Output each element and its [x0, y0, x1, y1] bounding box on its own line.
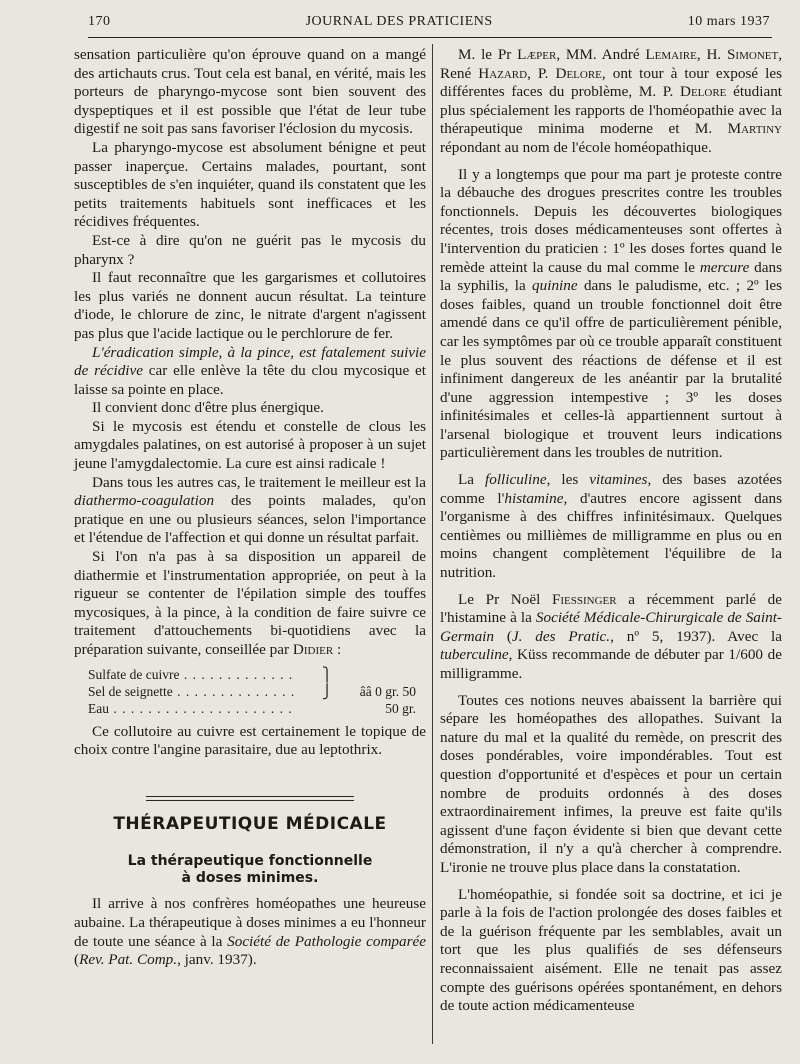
emphasis-text: Société Médicale-Chirurgicale de Saint-Germain [440, 609, 782, 645]
emphasis-text: Société de Pathologie comparée [227, 932, 426, 950]
header-rule [88, 37, 772, 38]
emphasis-text: L'éradication simple, à la pince, est fatalement suivie de récidive [74, 343, 426, 380]
page-number: 170 [88, 14, 111, 29]
emphasis-text: histamine [504, 489, 564, 507]
paragraph: Il convient donc d'être plus énergique. [92, 399, 324, 417]
formula-row: Sulfate de cuivre . . . ⎫ [88, 666, 426, 683]
emphasis-text: J. des Pratic. [511, 627, 611, 645]
article-title: La thérapeutique fonctionnelle à doses minimes. [127, 853, 373, 887]
formula-ingredient: Sulfate de cuivre . . . [88, 666, 298, 683]
section-rule [146, 796, 354, 801]
author-name: Delore [555, 64, 602, 82]
author-name: Fiessinger [551, 590, 617, 608]
emphasis-text: mercure [699, 258, 750, 276]
author-name: Martiny [727, 120, 782, 138]
emphasis-text: quinine [532, 277, 578, 295]
formula-quantity: ââ 0 gr. 50 [359, 683, 416, 699]
paragraph: Le Pr Noël Fiessinger a récemment parlé de l'histamine à la Société Médicale-Chirurgicale de Saint-Germain (J. des Pratic., nº 5, 1937). Avec la tuberculine, Küss recommande de débuter par 1/600 de milligramme. [440, 590, 783, 682]
paragraph: L'homéopathie, si fondée soit sa doctrine, et ici je parle à la fois de l'action prolongée des doses faibles et de la guérison fréquente par les semblables, avait un tort que les plus qualifiés de ses défenseurs reconnaissaient aisément. Elle ne tenait pas assez compte des guérisons opérées spontanément, en dehors de toute action médicamenteuse [440, 885, 782, 1015]
right-column [440, 46, 782, 1016]
author-name: Hazard [478, 64, 528, 82]
paragraph: Dans tous les autres cas, le traitement le meilleur est la diathermo-coagulation des points malades, qu'on pratique en une ou plusieurs séances, selon l'importance et l'étendue de l'affection et qui donne un résultat parfait. [74, 473, 426, 547]
formula-row [88, 700, 426, 717]
left-column [74, 46, 426, 970]
author-name: Lemaire [645, 46, 697, 63]
paragraph: Ce collutoire au cuivre est certainement le topique de choix contre l'angine parasitaire, due au leptothrix. [74, 722, 426, 759]
issue-date: 10 mars 1937 [687, 14, 770, 29]
formula-quantity: 50 gr. [385, 700, 416, 716]
emphasis-text: tuberculine [440, 646, 509, 664]
journal-title: JOURNAL DES PRATICIENS [305, 14, 493, 29]
paragraph: Est-ce à dire qu'on ne guérit pas le mycosis du pharynx ? [74, 231, 426, 268]
running-header [88, 14, 770, 36]
section-title: THÉRAPEUTIQUE MÉDICALE [113, 813, 387, 834]
paragraph: Si le mycosis est étendu et constelle de clous les amygdales palatines, on est autorisé à proposer à un sujet jeune l'amygdalectomie. La cure est ainsi radicale ! [74, 417, 426, 473]
emphasis-text: Rev. Pat. Comp. [79, 951, 178, 969]
author-name: Delore [680, 83, 727, 101]
paragraph: Si l'on n'a pas à sa disposition un appareil de diathermie et l'instrumentation appropriée, on peut à la rigueur se contenter de l'épilation simple des touffes mycosiques, à la pince, à la condition de faire suivre ce traitement d'attouchements bi-quotidiens avec la préparation suivante, conseillée par Didier : [74, 548, 426, 658]
author-name: Læper [517, 46, 557, 63]
formula-row: Sel de seignette . . . ⎭ ââ 0 gr. 50 [88, 683, 426, 700]
paragraph: La folliculine, les vitamines, des bases azotées comme l'histamine, d'autres encore agissent dans l'organisme à des chiffres infinitésimaux. Quelques centièmes ou millièmes de milligramme en plus ou en moins changent complètement l'équilibre de la nutrition. [440, 471, 782, 582]
emphasis-text: folliculine [485, 471, 547, 489]
prescription-formula [88, 666, 426, 717]
author-name: Didier [292, 641, 334, 658]
emphasis-text: vitamines [589, 471, 648, 489]
emphasis-text: diathermo-coagulation [74, 492, 215, 510]
formula-ingredient: Sel de seignette . . . [88, 683, 298, 700]
paragraph: L'éradication simple, à la pince, est fatalement suivie de récidive car elle enlève la tête du clou mycosique et laisse sa pointe en place. [74, 343, 426, 398]
author-name: Simonet [726, 46, 779, 63]
column-divider [432, 44, 433, 1044]
paragraph: Toutes ces notions neuves abaissent la barrière qui sépare les homéopathes des allopathes. Suivant la nature du mal et la qualité du remède, on prescrit des doses pondérables, voire impondérables. Tout est question d'opportunité et d'espèces et pour un certain nombre de produits ordonnés à des doses extraordinairement infimes, la preuve est faite qu'ils agissent d'une façon évidente si bien que devant cette démonstration, il n'y a qu'à chercher à comprendre. L'ironie ne trouve plus place dans la constatation. [440, 691, 782, 876]
paragraph: M. le Pr Læper, MM. André Lemaire, H. Simonet, René Hazard, P. Delore, ont tour à tour exposé les différentes faces du problème, M. P. Delore étudiant plus spécialement les rapports de l'homéopathie avec la thérapeutique minima moderne et M. Martiny répondant au nom de l'école homéopathique. [440, 46, 783, 156]
formula-ingredient: Eau . . . [88, 700, 298, 717]
paragraph: Il y a longtemps que pour ma part je proteste contre la débauche des drogues prescrites contre les troubles fonctionnels. Depuis les découvertes biologiques récentes, trois doses médicamenteuses sont offertes à l'intervention du praticien : 1º les doses fortes quand le remède atteint la cause du mal comme le mercure dans la syphilis, la quinine dans le paludisme, etc. ; 2º les doses faibles, quand un trouble fonctionnel doit être amendé dans ce qu'il offre de particulièrement pénible, car les symptômes par où ce trouble apparaît constituent le plus souvent des réactions de défense et il est infiniment dangereux de les anéantir par la brutalité d'une aggression intempestive ; 3º les doses infinitésimales et celles-là appartiennent surtout à l'arsenal biologique et trouvent leurs indications particulièrement dans les troubles de nutrition. [440, 165, 783, 462]
paragraph: La pharyngo-mycose est absolument bénigne et peut passer inaperçue. Certains malades, pourtant, sont susceptibles de s'en inquiéter, quand ils constatent que les petits traitements habituels sont inefficaces et les récidives fréquentes. [74, 138, 426, 231]
paragraph: Il faut reconnaître que les gargarismes et collutoires les plus variés ne donnent aucun résultat. La teinture d'iode, le chlorure de zinc, le nitrate d'argent n'agissent pas plus que l'acide lactique ou le perchlorure de fer. [74, 269, 426, 342]
paragraph: sensation particulière qu'on éprouve quand on a mangé des artichauts crus. Tout cela est banal, en vérité, mais les porteurs de pharyngo-mycose sont bien souvent des dyspeptiques et il est possible que l'état de leur tube digestif ne soit pas sans favoriser l'éclosion du mycosis. [74, 46, 426, 138]
paragraph: Il arrive à nos confrères homéopathes une heureuse aubaine. La thérapeutique à doses minimes a eu l'honneur de toute une séance à la Société de Pathologie comparée (Rev. Pat. Comp., janv. 1937). [74, 895, 426, 969]
